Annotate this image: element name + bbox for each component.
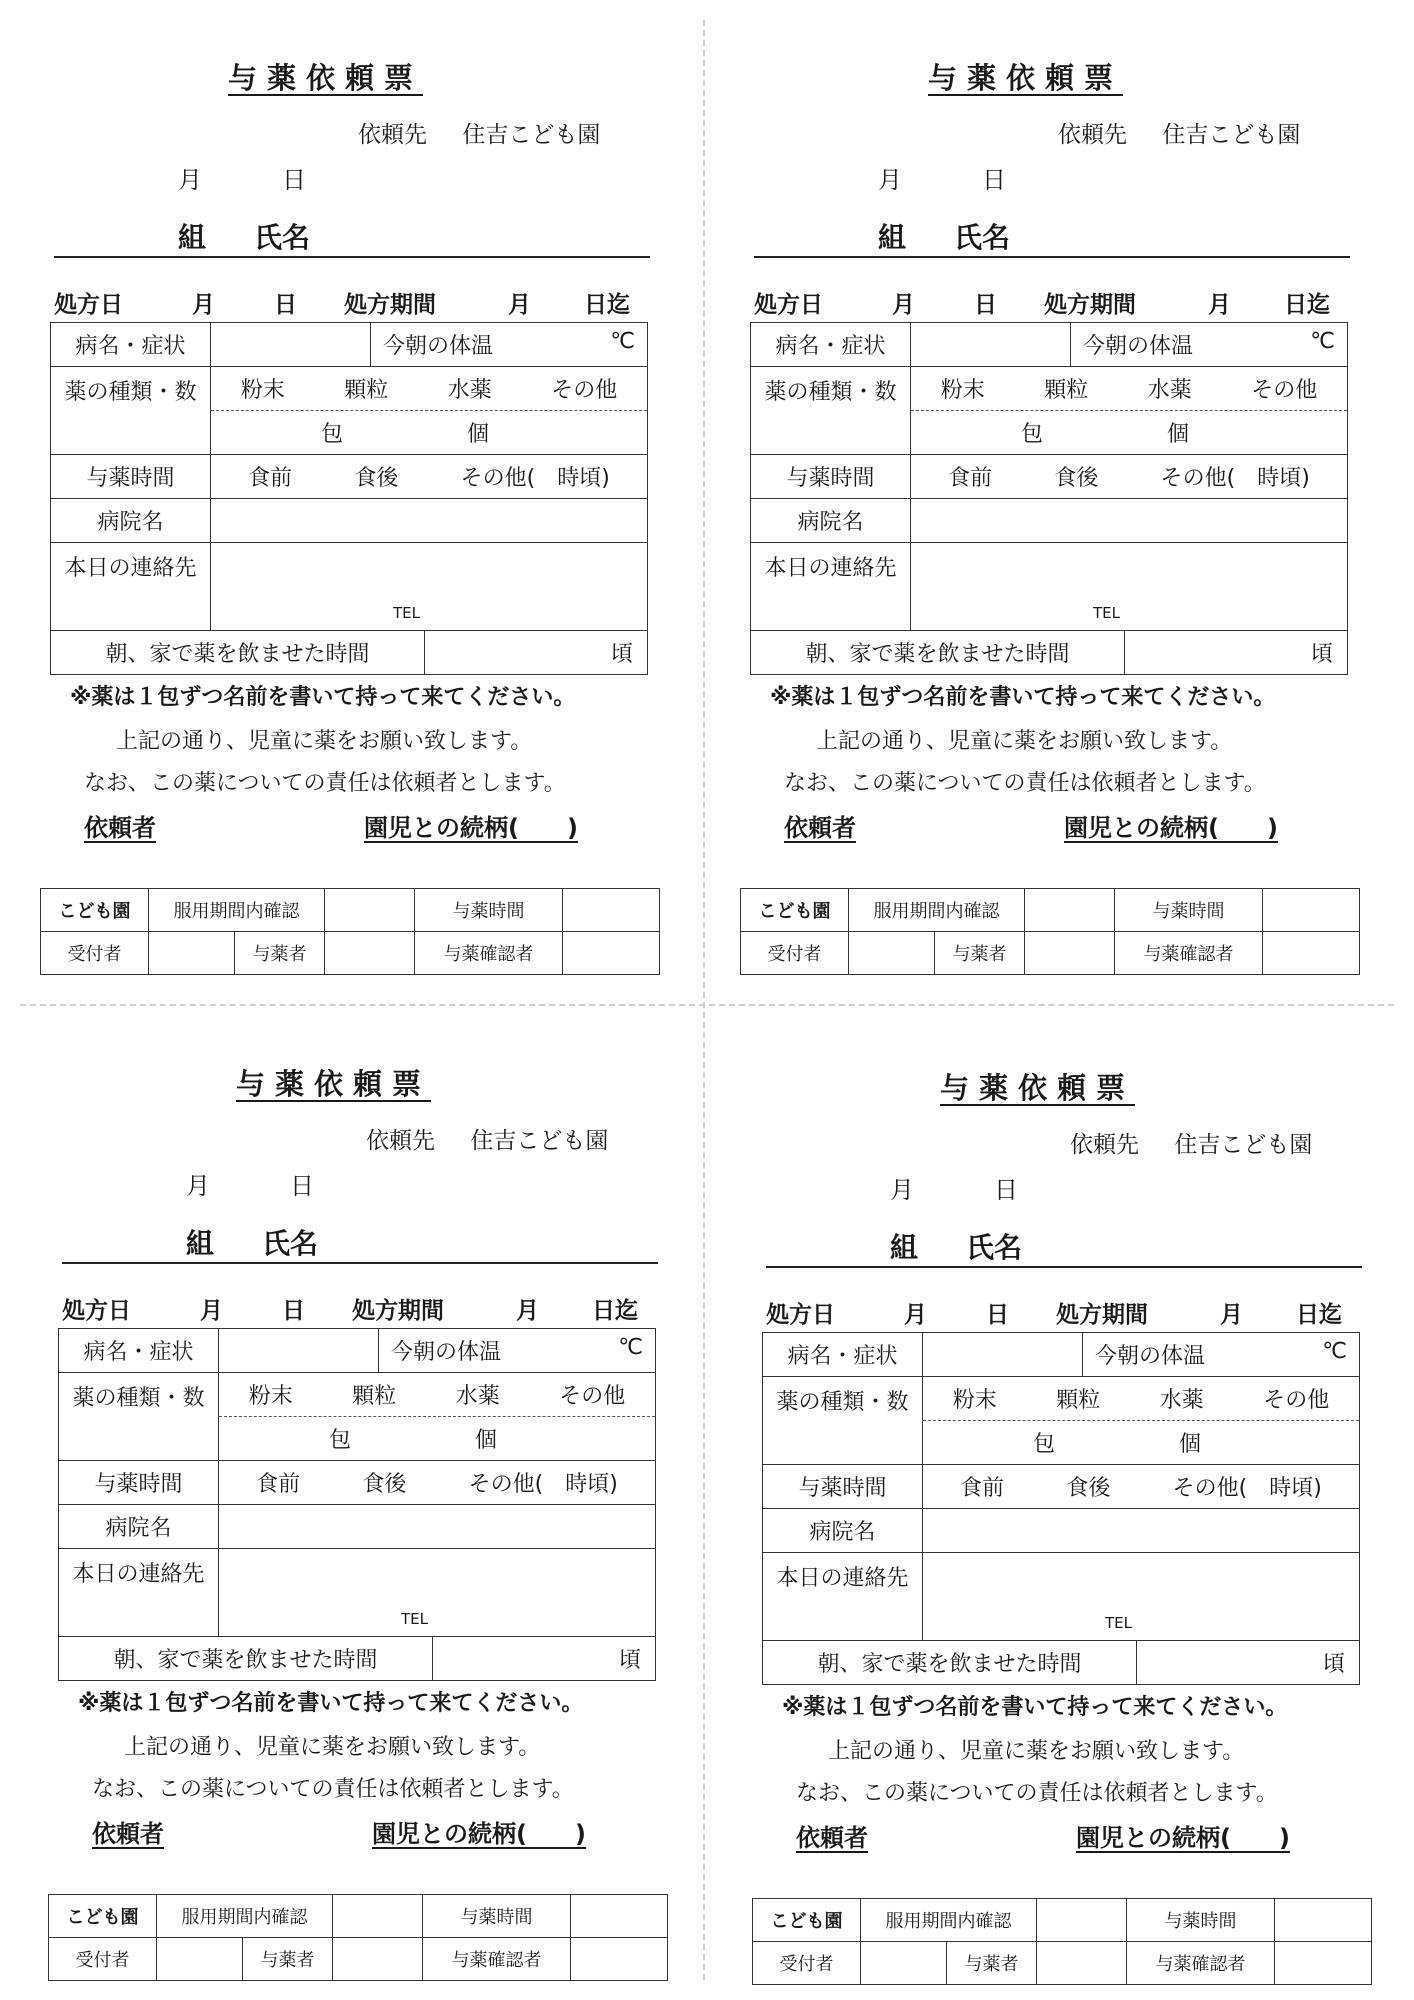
office-dose-time-field[interactable] xyxy=(571,1895,668,1938)
opt-other[interactable]: その他 xyxy=(559,1384,626,1409)
class-label: 組 xyxy=(890,1231,919,1264)
confirmer-field[interactable] xyxy=(563,932,660,975)
opt-granule[interactable]: 顆粒 xyxy=(344,378,389,403)
disease-field[interactable] xyxy=(911,323,1071,367)
statement-1: 上記の通り、児童に薬をお願い致します。 xyxy=(124,1735,541,1760)
office-dose-time-label: 与薬時間 xyxy=(1127,1899,1275,1942)
destination-label: 依頼先 xyxy=(358,122,427,148)
prescription-line xyxy=(62,1292,658,1324)
statement-2: なお、この薬についての責任は依頼者とします。 xyxy=(84,771,566,796)
office-dose-time-field[interactable] xyxy=(1275,1899,1372,1942)
hospital-field[interactable] xyxy=(219,1505,656,1549)
after-meal-option[interactable]: 食後 xyxy=(1066,1476,1111,1501)
opt-powder[interactable]: 粉末 xyxy=(240,378,285,403)
administrator-label: 与薬者 xyxy=(243,1938,333,1981)
period-check-field[interactable] xyxy=(333,1895,423,1938)
med-kind-cell[interactable] xyxy=(923,1377,1360,1465)
rx-month-label: 月 xyxy=(904,1302,927,1328)
med-quantity-row[interactable] xyxy=(911,410,1347,454)
confirmer-label: 与薬確認者 xyxy=(415,932,563,975)
med-type-options xyxy=(923,1377,1359,1420)
receiver-label: 受付者 xyxy=(753,1942,861,1985)
rx-period-label: 処方期間 xyxy=(1056,1302,1148,1328)
period-check-field[interactable] xyxy=(1025,889,1115,932)
home-time-suffix: 頃 xyxy=(618,1648,641,1673)
requester-line[interactable] xyxy=(92,1814,672,1850)
rx-date-label: 処方日 xyxy=(54,292,123,318)
requester-label: 依頼者 xyxy=(84,814,156,842)
statement-2: なお、この薬についての責任は依頼者とします。 xyxy=(92,1777,574,1802)
rx-until-label: 日迄 xyxy=(1296,1302,1342,1328)
rx-month-label: 月 xyxy=(200,1298,223,1324)
rx-date-label: 処方日 xyxy=(754,292,823,318)
month-label: 月 xyxy=(890,1176,914,1204)
dose-time-label: 与薬時間 xyxy=(751,455,911,499)
name-label: 氏名 xyxy=(954,221,1011,254)
med-kind-cell[interactable] xyxy=(911,367,1348,455)
rx-month-label: 月 xyxy=(192,292,215,318)
unit-piece: 個 xyxy=(1167,422,1190,447)
opt-liquid[interactable]: 水薬 xyxy=(1159,1388,1204,1413)
home-time-suffix: 頃 xyxy=(1322,1652,1345,1677)
destination-label: 依頼先 xyxy=(1070,1132,1139,1158)
form-title: 与薬依頼票 xyxy=(928,61,1124,95)
opt-liquid[interactable]: 水薬 xyxy=(1147,378,1192,403)
destination-name: 住吉こども園 xyxy=(470,1128,609,1154)
home-time-label: 朝、家で薬を飲ませた時間 xyxy=(59,1637,433,1681)
medication-table xyxy=(762,1332,1360,1685)
hospital-field[interactable] xyxy=(211,499,648,543)
hospital-field[interactable] xyxy=(911,499,1348,543)
rx-period-label: 処方期間 xyxy=(352,1298,444,1324)
home-time-field[interactable] xyxy=(1125,631,1348,675)
administrator-label: 与薬者 xyxy=(947,1942,1037,1985)
after-meal-option[interactable]: 食後 xyxy=(362,1472,407,1497)
relation-label: 園児との続柄( ) xyxy=(1076,1824,1290,1852)
temperature-cell[interactable] xyxy=(1083,1333,1360,1377)
unit-pack: 包 xyxy=(1033,1432,1056,1457)
hospital-label: 病院名 xyxy=(751,499,911,543)
opt-other[interactable]: その他 xyxy=(1263,1388,1330,1413)
home-time-field[interactable] xyxy=(1137,1641,1360,1685)
confirmer-label: 与薬確認者 xyxy=(423,1938,571,1981)
notice-text: ※薬は１包ずつ名前を書いて持って来てください。 xyxy=(770,685,1276,710)
hospital-label: 病院名 xyxy=(51,499,211,543)
administrator-field[interactable] xyxy=(1037,1942,1127,1985)
med-kind-label: 薬の種類・数 xyxy=(51,367,211,455)
form-title: 与薬依頼票 xyxy=(236,1067,432,1101)
contact-label: 本日の連絡先 xyxy=(51,543,211,631)
opt-other[interactable]: その他 xyxy=(551,378,618,403)
contact-field[interactable] xyxy=(211,543,648,631)
administrator-field[interactable] xyxy=(1025,932,1115,975)
rx-until-label: 日迄 xyxy=(592,1298,638,1324)
requester-line[interactable] xyxy=(796,1818,1376,1854)
after-meal-option[interactable]: 食後 xyxy=(354,466,399,491)
receiver-label: 受付者 xyxy=(41,932,149,975)
home-time-label: 朝、家で薬を飲ませた時間 xyxy=(751,631,1125,675)
notice-text: ※薬は１包ずつ名前を書いて持って来てください。 xyxy=(70,685,576,710)
unit-pack: 包 xyxy=(321,422,344,447)
name-label: 氏名 xyxy=(262,1227,319,1260)
medication-form-top-right xyxy=(740,20,1380,965)
receiver-field[interactable] xyxy=(861,1942,947,1985)
request-destination xyxy=(366,1122,608,1155)
rx-day-label: 日 xyxy=(274,292,297,318)
rx-date-label: 処方日 xyxy=(62,1298,131,1324)
rx-period-label: 処方期間 xyxy=(1044,292,1136,318)
temperature-label: 今朝の体温 xyxy=(391,1340,502,1365)
office-dose-time-label: 与薬時間 xyxy=(1115,889,1263,932)
opt-liquid[interactable]: 水薬 xyxy=(447,378,492,403)
kodomoen-label: こども園 xyxy=(741,889,849,932)
administrator-label: 与薬者 xyxy=(235,932,325,975)
unit-pack: 包 xyxy=(329,1428,352,1453)
opt-powder[interactable]: 粉末 xyxy=(940,378,985,403)
other-time-option[interactable]: その他( 時頃) xyxy=(468,1472,618,1497)
period-check-label: 服用期間内確認 xyxy=(149,889,325,932)
contact-field[interactable] xyxy=(911,543,1348,631)
kodomoen-label: こども園 xyxy=(49,1895,157,1938)
disease-field[interactable] xyxy=(923,1333,1083,1377)
confirmer-field[interactable] xyxy=(1275,1942,1372,1985)
month-label: 月 xyxy=(878,166,902,194)
rx-day-label: 日 xyxy=(974,292,997,318)
class-label: 組 xyxy=(186,1227,215,1260)
med-quantity-row[interactable] xyxy=(219,1416,655,1460)
before-meal-option[interactable]: 食前 xyxy=(248,466,293,491)
temperature-unit: ℃ xyxy=(1310,329,1335,354)
temperature-unit: ℃ xyxy=(618,1335,643,1360)
receiver-label: 受付者 xyxy=(49,1938,157,1981)
relation-label: 園児との続柄( ) xyxy=(1064,814,1278,842)
home-time-label: 朝、家で薬を飲ませた時間 xyxy=(763,1641,1137,1685)
period-check-label: 服用期間内確認 xyxy=(849,889,1025,932)
statement-1: 上記の通り、児童に薬をお願い致します。 xyxy=(116,729,533,754)
class-name-line[interactable] xyxy=(754,212,1350,258)
requester-line[interactable] xyxy=(784,808,1364,844)
class-label: 組 xyxy=(178,221,207,254)
rx-month-label: 月 xyxy=(892,292,915,318)
confirmer-field[interactable] xyxy=(1263,932,1360,975)
administrator-field[interactable] xyxy=(333,1938,423,1981)
contact-field[interactable] xyxy=(923,1553,1360,1641)
statement-2: なお、この薬についての責任は依頼者とします。 xyxy=(796,1781,1278,1806)
opt-liquid[interactable]: 水薬 xyxy=(455,1384,500,1409)
statement-2: なお、この薬についての責任は依頼者とします。 xyxy=(784,771,1266,796)
before-meal-option[interactable]: 食前 xyxy=(960,1476,1005,1501)
request-destination xyxy=(1070,1126,1312,1159)
requester-label: 依頼者 xyxy=(92,1820,164,1848)
hospital-field[interactable] xyxy=(923,1509,1360,1553)
other-time-option[interactable]: その他( 時頃) xyxy=(460,466,610,491)
med-quantity-row[interactable] xyxy=(211,410,647,454)
home-time-suffix: 頃 xyxy=(1310,642,1333,667)
other-time-option[interactable]: その他( 時頃) xyxy=(1160,466,1310,491)
confirmer-label: 与薬確認者 xyxy=(1115,932,1263,975)
request-destination xyxy=(358,116,600,149)
day-label: 日 xyxy=(282,166,306,194)
day-label: 日 xyxy=(994,1176,1018,1204)
tel-label: TEL xyxy=(1093,604,1120,622)
confirmer-label: 与薬確認者 xyxy=(1127,1942,1275,1985)
opt-granule[interactable]: 顆粒 xyxy=(1056,1388,1101,1413)
receiver-field[interactable] xyxy=(149,932,235,975)
home-time-suffix: 頃 xyxy=(610,642,633,667)
tel-label: TEL xyxy=(401,1610,428,1628)
opt-powder[interactable]: 粉末 xyxy=(248,1384,293,1409)
dose-time-cell[interactable] xyxy=(211,455,648,499)
medication-table xyxy=(50,322,648,675)
hospital-label: 病院名 xyxy=(59,1505,219,1549)
hospital-label: 病院名 xyxy=(763,1509,923,1553)
med-kind-label: 薬の種類・数 xyxy=(751,367,911,455)
office-dose-time-field[interactable] xyxy=(563,889,660,932)
rx-period-label: 処方期間 xyxy=(344,292,436,318)
confirmer-field[interactable] xyxy=(571,1938,668,1981)
notice-text: ※薬は１包ずつ名前を書いて持って来てください。 xyxy=(782,1695,1288,1720)
unit-pack: 包 xyxy=(1021,422,1044,447)
office-dose-time-label: 与薬時間 xyxy=(415,889,563,932)
disease-label: 病名・症状 xyxy=(51,323,211,367)
temperature-label: 今朝の体温 xyxy=(1083,334,1194,359)
class-name-line[interactable] xyxy=(62,1218,658,1264)
rx-month2-label: 月 xyxy=(508,292,531,318)
med-kind-cell[interactable] xyxy=(219,1373,656,1461)
unit-piece: 個 xyxy=(475,1428,498,1453)
disease-field[interactable] xyxy=(219,1329,379,1373)
office-use-table xyxy=(752,1898,1372,1985)
day-label: 日 xyxy=(982,166,1006,194)
day-label: 日 xyxy=(290,1172,314,1200)
statement-1: 上記の通り、児童に薬をお願い致します。 xyxy=(828,1739,1245,1764)
other-time-option[interactable]: その他( 時頃) xyxy=(1172,1476,1322,1501)
temperature-unit: ℃ xyxy=(610,329,635,354)
administrator-field[interactable] xyxy=(325,932,415,975)
dose-time-label: 与薬時間 xyxy=(763,1465,923,1509)
rx-until-label: 日迄 xyxy=(1284,292,1330,318)
form-title: 与薬依頼票 xyxy=(228,61,424,95)
destination-label: 依頼先 xyxy=(366,1128,435,1154)
destination-label: 依頼先 xyxy=(1058,122,1127,148)
contact-field[interactable] xyxy=(219,1549,656,1637)
receiver-field[interactable] xyxy=(849,932,935,975)
period-check-label: 服用期間内確認 xyxy=(861,1899,1037,1942)
name-label: 氏名 xyxy=(254,221,311,254)
dose-time-label: 与薬時間 xyxy=(59,1461,219,1505)
receiver-label: 受付者 xyxy=(741,932,849,975)
after-meal-option[interactable]: 食後 xyxy=(1054,466,1099,491)
dose-time-cell[interactable] xyxy=(219,1461,656,1505)
kodomoen-label: こども園 xyxy=(41,889,149,932)
class-name-line[interactable] xyxy=(766,1222,1362,1268)
destination-name: 住吉こども園 xyxy=(1174,1132,1313,1158)
office-dose-time-field[interactable] xyxy=(1263,889,1360,932)
requester-line[interactable] xyxy=(84,808,664,844)
disease-label: 病名・症状 xyxy=(763,1333,923,1377)
period-check-field[interactable] xyxy=(325,889,415,932)
request-destination xyxy=(1058,116,1300,149)
tel-label: TEL xyxy=(1105,1614,1132,1632)
medication-table xyxy=(750,322,1348,675)
rx-day-label: 日 xyxy=(986,1302,1009,1328)
cut-line-horizontal xyxy=(20,1004,1394,1006)
med-type-options xyxy=(219,1373,655,1416)
opt-granule[interactable]: 顆粒 xyxy=(1044,378,1089,403)
rx-month2-label: 月 xyxy=(516,1298,539,1324)
period-check-field[interactable] xyxy=(1037,1899,1127,1942)
contact-label: 本日の連絡先 xyxy=(751,543,911,631)
med-kind-cell[interactable] xyxy=(211,367,648,455)
prescription-line xyxy=(754,286,1350,318)
rx-date-label: 処方日 xyxy=(766,1302,835,1328)
contact-label: 本日の連絡先 xyxy=(59,1549,219,1637)
office-use-table xyxy=(40,888,660,975)
destination-name: 住吉こども園 xyxy=(1162,122,1301,148)
med-kind-label: 薬の種類・数 xyxy=(763,1377,923,1465)
med-type-options xyxy=(211,367,647,410)
medication-form-bottom-right xyxy=(752,1030,1392,1975)
month-label: 月 xyxy=(178,166,202,194)
dose-time-label: 与薬時間 xyxy=(51,455,211,499)
disease-field[interactable] xyxy=(211,323,371,367)
receiver-field[interactable] xyxy=(157,1938,243,1981)
opt-other[interactable]: その他 xyxy=(1251,378,1318,403)
administrator-label: 与薬者 xyxy=(935,932,1025,975)
rx-month2-label: 月 xyxy=(1220,1302,1243,1328)
home-time-label: 朝、家で薬を飲ませた時間 xyxy=(51,631,425,675)
med-quantity-row[interactable] xyxy=(923,1420,1359,1464)
name-label: 氏名 xyxy=(966,1231,1023,1264)
relation-label: 園児との続柄( ) xyxy=(372,1820,586,1848)
dose-time-cell[interactable] xyxy=(923,1465,1360,1509)
temperature-unit: ℃ xyxy=(1322,1339,1347,1364)
period-check-label: 服用期間内確認 xyxy=(157,1895,333,1938)
dose-time-cell[interactable] xyxy=(911,455,1348,499)
medication-form-bottom-left xyxy=(48,1026,688,1971)
unit-piece: 個 xyxy=(467,422,490,447)
opt-granule[interactable]: 顆粒 xyxy=(352,1384,397,1409)
requester-label: 依頼者 xyxy=(796,1824,868,1852)
tel-label: TEL xyxy=(393,604,420,622)
class-name-line[interactable] xyxy=(54,212,650,258)
temperature-cell[interactable] xyxy=(379,1329,656,1373)
opt-powder[interactable]: 粉末 xyxy=(952,1388,997,1413)
home-time-field[interactable] xyxy=(425,631,648,675)
medication-form-top-left xyxy=(40,20,680,965)
contact-label: 本日の連絡先 xyxy=(763,1553,923,1641)
rx-month2-label: 月 xyxy=(1208,292,1231,318)
before-meal-option[interactable]: 食前 xyxy=(256,1472,301,1497)
before-meal-option[interactable]: 食前 xyxy=(948,466,993,491)
temperature-cell[interactable] xyxy=(371,323,648,367)
statement-1: 上記の通り、児童に薬をお願い致します。 xyxy=(816,729,1233,754)
temperature-label: 今朝の体温 xyxy=(1095,1344,1206,1369)
form-title: 与薬依頼票 xyxy=(940,1071,1136,1105)
destination-name: 住吉こども園 xyxy=(462,122,601,148)
cut-line-vertical xyxy=(703,20,705,1980)
kodomoen-label: こども園 xyxy=(753,1899,861,1942)
requester-label: 依頼者 xyxy=(784,814,856,842)
med-type-options xyxy=(911,367,1347,410)
unit-piece: 個 xyxy=(1179,1432,1202,1457)
office-use-table xyxy=(48,1894,668,1981)
office-use-table xyxy=(740,888,1360,975)
med-kind-label: 薬の種類・数 xyxy=(59,1373,219,1461)
temperature-cell[interactable] xyxy=(1071,323,1348,367)
prescription-line xyxy=(766,1296,1362,1328)
prescription-line xyxy=(54,286,650,318)
notice-text: ※薬は１包ずつ名前を書いて持って来てください。 xyxy=(78,1691,584,1716)
month-label: 月 xyxy=(186,1172,210,1200)
medication-table xyxy=(58,1328,656,1681)
rx-until-label: 日迄 xyxy=(584,292,630,318)
temperature-label: 今朝の体温 xyxy=(383,334,494,359)
disease-label: 病名・症状 xyxy=(59,1329,219,1373)
disease-label: 病名・症状 xyxy=(751,323,911,367)
rx-day-label: 日 xyxy=(282,1298,305,1324)
office-dose-time-label: 与薬時間 xyxy=(423,1895,571,1938)
home-time-field[interactable] xyxy=(433,1637,656,1681)
class-label: 組 xyxy=(878,221,907,254)
relation-label: 園児との続柄( ) xyxy=(364,814,578,842)
